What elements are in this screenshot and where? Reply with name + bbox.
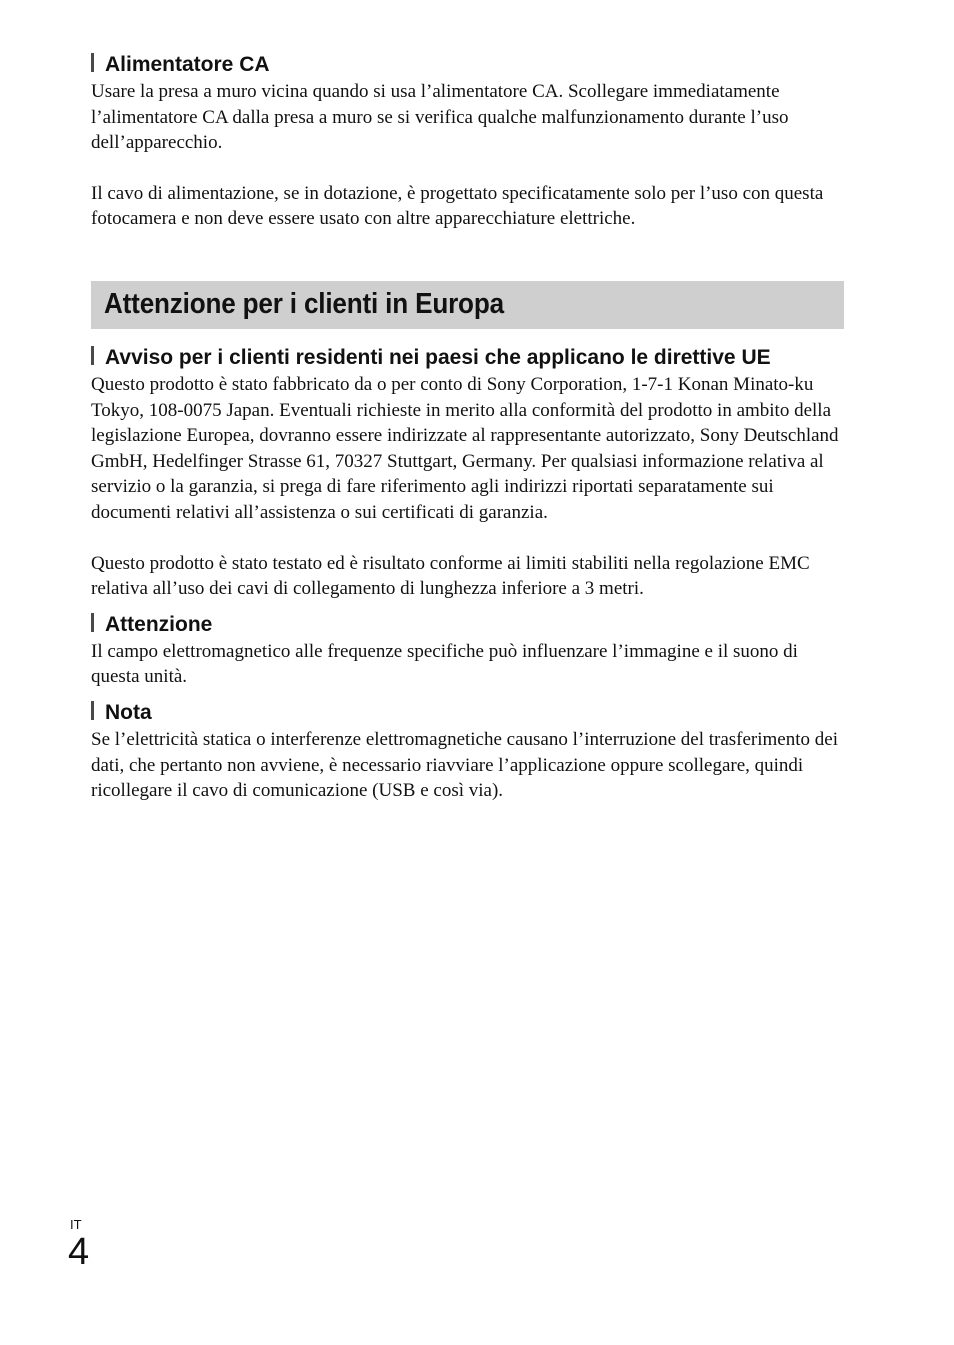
ac-adapter-paragraph-2: Il cavo di alimentazione, se in dotazione, è progettato specificatamente solo per l’uso con questa fotocamera e non deve essere usato con altre apparecchiature elettriche.	[91, 182, 824, 230]
page-content	[91, 50, 844, 804]
section-heading-note	[91, 698, 844, 727]
section-heading-eu-notice	[91, 343, 844, 372]
heading-marker	[91, 53, 94, 72]
page-footer	[68, 1217, 89, 1271]
eu-notice-paragraph-1: Questo prodotto è stato fabbricato da o per conto di Sony Corporation, 1-7-1 Konan Minato-ku Tokyo, 108-0075 Japan. Eventuali richieste in merito alla conformità del prodotto in ambito della legislazione Europea, dovranno essere indirizzate al rappresentante autorizzato, Sony Deutschland GmbH, Hedelfinger Strasse 61, 70327 Stuttgart, Germany. Per qualsiasi informazione relativa al servizio o la garanzia, si prega di fare riferimento agli indirizzi riportati separatamente sui documenti relativi all’assistenza o sui certificati di garanzia.	[91, 373, 839, 523]
page-number: 4	[68, 1231, 90, 1273]
section-heading-ac-adapter	[91, 50, 844, 79]
heading-marker	[91, 346, 94, 365]
eu-notice-paragraph-2: Questo prodotto è stato testato ed è risultato conforme ai limiti stabiliti nella regolazione EMC relativa all’uso dei cavi di collegamento di lunghezza inferiore a 3 metri.	[91, 552, 810, 600]
note-paragraph: Se l’elettricità statica o interferenze elettromagnetiche causano l’interruzione del trasferimento dei dati, che pertanto non avviene, è necessario riavviare l’applicazione oppure scollegare, quindi ricollegare il cavo di comunicazione (USB e così via).	[91, 728, 838, 802]
heading-marker	[91, 701, 94, 720]
attention-paragraph: Il campo elettromagnetico alle frequenze specifiche può influenzare l’immagine e il suono di questa unità.	[91, 640, 798, 688]
banner-title: Attenzione per i clienti in Europa	[104, 288, 504, 321]
heading-marker	[91, 613, 94, 632]
heading-text: Nota	[105, 700, 152, 724]
section-banner	[91, 281, 844, 329]
ac-adapter-paragraph-1: Usare la presa a muro vicina quando si usa l’alimentatore CA. Scollegare immediatamente l’alimentatore CA dalla presa a muro se si verifica qualche malfunzionamento durante l’uso dell’apparecchio.	[91, 81, 789, 154]
heading-text: Avviso per i clienti residenti nei paesi che applicano le direttive UE	[105, 345, 771, 369]
heading-text: Attenzione	[105, 612, 213, 636]
section-heading-attention	[91, 610, 844, 639]
language-code: IT	[70, 1217, 82, 1232]
heading-text: Alimentatore CA	[105, 53, 270, 76]
